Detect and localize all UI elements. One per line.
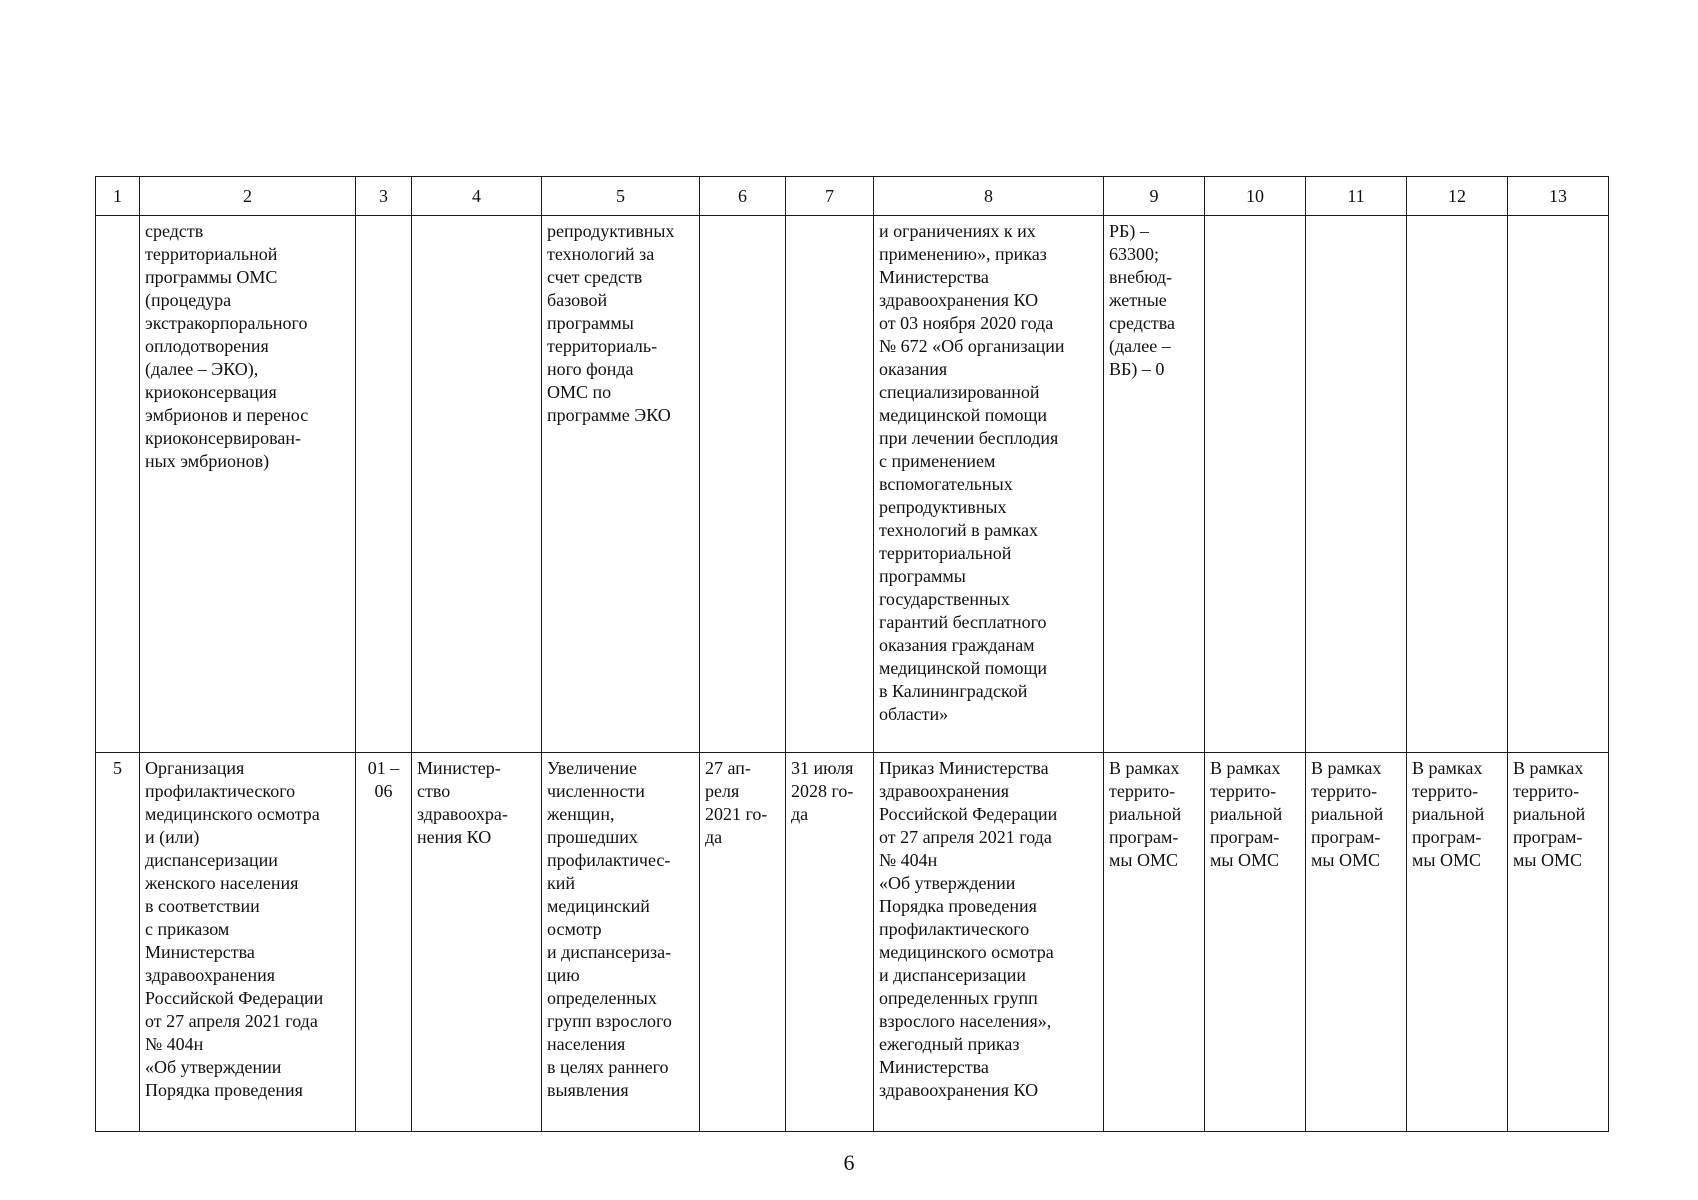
cell-col3: 01 – 06 xyxy=(356,753,412,1132)
column-header-9: 9 xyxy=(1104,177,1205,216)
column-header-7: 7 xyxy=(786,177,874,216)
column-header-13: 13 xyxy=(1508,177,1609,216)
cell-col8: Приказ Министерства здравоохранения Российской Федерации от 27 апреля 2021 года № 404н «Об утверждении Порядка проведения профилактического медицинского осмотра и диспансеризации определенных групп взрослого населения», ежегодный приказ Министерства здравоохранения КО xyxy=(874,753,1104,1132)
cell-col7: 31 июля 2028 го- да xyxy=(786,753,874,1132)
cell-col5: репродуктивных технологий за счет средств базовой программы территориаль- ного фонда ОМС по программе ЭКО xyxy=(542,216,700,753)
column-header-8: 8 xyxy=(874,177,1104,216)
cell-col11 xyxy=(1306,216,1407,753)
column-header-11: 11 xyxy=(1306,177,1407,216)
cell-col10 xyxy=(1205,216,1306,753)
column-header-3: 3 xyxy=(356,177,412,216)
cell-col7 xyxy=(786,216,874,753)
cell-col5: Увеличение численности женщин, прошедших профилактичес- кий медицинский осмотр и диспансериза- цию определенных групп взрослого населения в целях раннего выявления xyxy=(542,753,700,1132)
column-header-1: 1 xyxy=(96,177,140,216)
cell-number: 5 xyxy=(96,753,140,1132)
cell-col6 xyxy=(700,216,786,753)
table-row-5 xyxy=(96,753,1609,1132)
cell-col3 xyxy=(356,216,412,753)
cell-col12: В рамках террито- риальной програм- мы ОМС xyxy=(1407,753,1508,1132)
cell-col9: В рамках террито- риальной програм- мы ОМС xyxy=(1104,753,1205,1132)
table-row-continuation xyxy=(96,216,1609,753)
cell-col12 xyxy=(1407,216,1508,753)
cell-col10: В рамках террито- риальной програм- мы ОМС xyxy=(1205,753,1306,1132)
cell-activity: Организация профилактического медицинского осмотра и (или) диспансеризации женского населения в соответствии с приказом Министерства здравоохранения Российской Федерации от 27 апреля 2021 года № 404н «Об утверждении Порядка проведения xyxy=(140,753,356,1132)
plan-table xyxy=(95,176,1609,1132)
table-header-row xyxy=(96,177,1609,216)
cell-col4 xyxy=(412,216,542,753)
column-header-5: 5 xyxy=(542,177,700,216)
cell-number xyxy=(96,216,140,753)
column-header-12: 12 xyxy=(1407,177,1508,216)
cell-col11: В рамках террито- риальной програм- мы ОМС xyxy=(1306,753,1407,1132)
cell-col13 xyxy=(1508,216,1609,753)
cell-col13: В рамках террито- риальной програм- мы ОМС xyxy=(1508,753,1609,1132)
cell-col9: РБ) – 63300; внебюд- жетные средства (далее – ВБ) – 0 xyxy=(1104,216,1205,753)
cell-activity: средств территориальной программы ОМС (процедура экстракорпорального оплодотворения (далее – ЭКО), криоконсервация эмбрионов и перенос криоконсервирован- ных эмбрионов) xyxy=(140,216,356,753)
column-header-6: 6 xyxy=(700,177,786,216)
cell-col8: и ограничениях к их применению», приказ Министерства здравоохранения КО от 03 ноября 2020 года № 672 «Об организации оказания специализированной медицинской помощи при лечении бесплодия с применением вспомогательных репродуктивных технологий в рамках территориальной программы государственных гарантий бесплатного оказания гражданам медицинской помощи в Калининградской области» xyxy=(874,216,1104,753)
cell-col6: 27 ап- реля 2021 го- да xyxy=(700,753,786,1132)
column-header-2: 2 xyxy=(140,177,356,216)
column-header-10: 10 xyxy=(1205,177,1306,216)
column-header-4: 4 xyxy=(412,177,542,216)
cell-col4: Министер- ство здравоохра- нения КО xyxy=(412,753,542,1132)
page-number: 6 xyxy=(843,1150,855,1175)
